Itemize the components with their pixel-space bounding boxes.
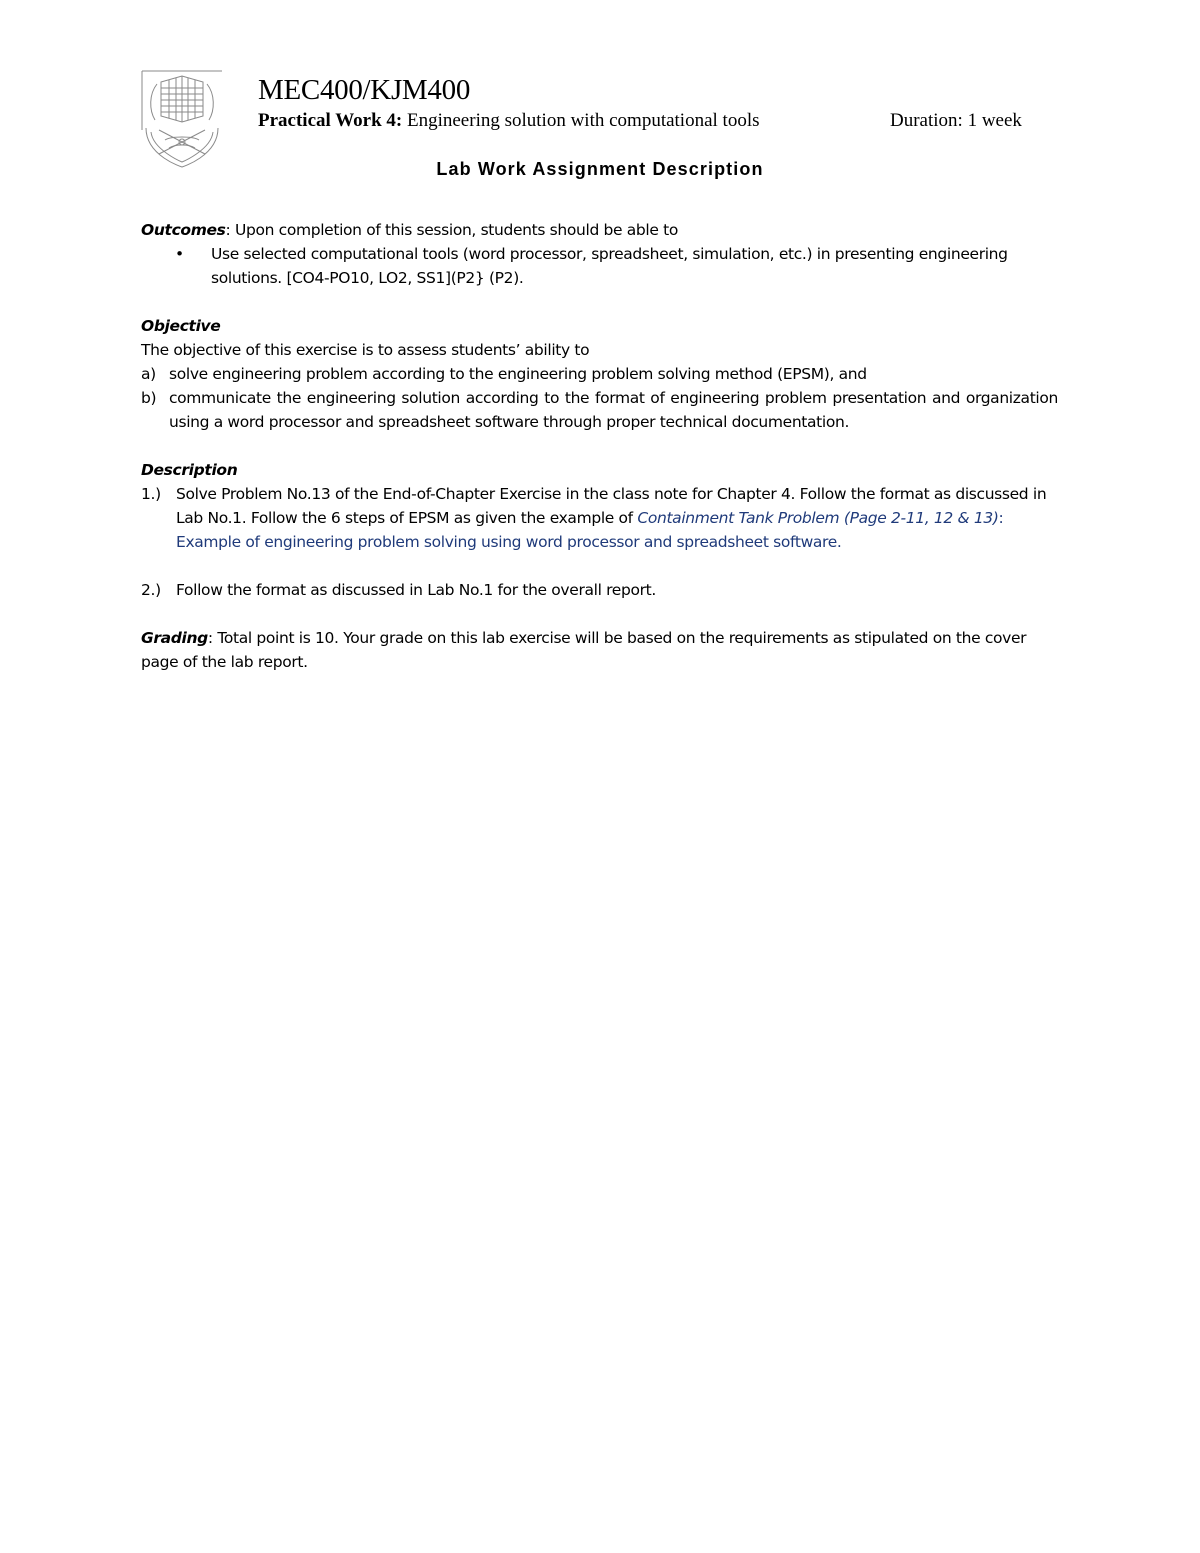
practical-work-label: Practical Work 4: bbox=[258, 110, 403, 131]
objective-heading: Objective bbox=[141, 317, 221, 335]
page-title: Lab Work Assignment Description bbox=[436, 159, 764, 179]
course-code: MEC400/KJM400 bbox=[258, 74, 471, 106]
practical-work-title: Engineering solution with computational tools bbox=[402, 110, 760, 131]
outcomes-bullet-text: Use selected computational tools (word processor, spreadsheet, simulation, etc.) in presenting engineering solutions. [CO4-PO10, LO2, SS1](P2} (P2). bbox=[211, 245, 1008, 287]
duration-label: Duration: 1 week bbox=[890, 110, 1022, 131]
description-item-marker: 1.) bbox=[141, 485, 161, 503]
outcomes-bullet-item bbox=[141, 242, 1058, 290]
description-item-text: Solve Problem No.13 of the End-of-Chapter Exercise in the class note for Chapter 4. Follow the format as discussed in Lab No.1. Follow the 6 steps of EPSM as given the example of bbox=[176, 485, 1047, 527]
description-heading: Description bbox=[141, 461, 238, 479]
grading-text: : Total point is 10. Your grade on this lab exercise will be based on the requirements as stipulated on the cover page of the lab report. bbox=[141, 629, 1027, 671]
objective-item-a bbox=[141, 362, 1058, 386]
practical-work-line bbox=[258, 108, 1058, 134]
objective-item-marker: b) bbox=[141, 389, 157, 407]
document-header bbox=[258, 72, 1058, 134]
objective-item-text: solve engineering problem according to the engineering problem solving method (EPSM), and bbox=[169, 365, 867, 383]
bullet-icon: • bbox=[175, 245, 184, 263]
description-item-marker: 2.) bbox=[141, 581, 161, 599]
description-item-text: Follow the format as discussed in Lab No.1 for the overall report. bbox=[176, 581, 656, 599]
university-crest-icon bbox=[141, 70, 223, 168]
description-item-1 bbox=[141, 482, 1058, 554]
objective-item-b bbox=[141, 386, 1058, 434]
outcomes-intro-text: : Upon completion of this session, students should be able to bbox=[225, 221, 678, 239]
grading-heading: Grading bbox=[141, 629, 208, 647]
containment-tank-subtitle: : Example of engineering problem solving using word processor and spreadsheet software. bbox=[176, 509, 1004, 551]
document-body bbox=[141, 218, 1058, 674]
containment-tank-title: Containment Tank Problem (Page 2-11, 12 & 13) bbox=[637, 509, 999, 527]
grading-paragraph bbox=[141, 626, 1058, 674]
description-item-2 bbox=[141, 578, 1058, 602]
outcomes-heading: Outcomes bbox=[141, 221, 226, 239]
outcomes-intro bbox=[141, 218, 1058, 242]
objective-item-text: communicate the engineering solution according to the format of engineering problem presentation and organization using a word processor and spreadsheet software through proper technical documentation. bbox=[169, 389, 1058, 431]
objective-intro: The objective of this exercise is to assess students’ ability to bbox=[141, 341, 590, 359]
objective-item-marker: a) bbox=[141, 365, 156, 383]
